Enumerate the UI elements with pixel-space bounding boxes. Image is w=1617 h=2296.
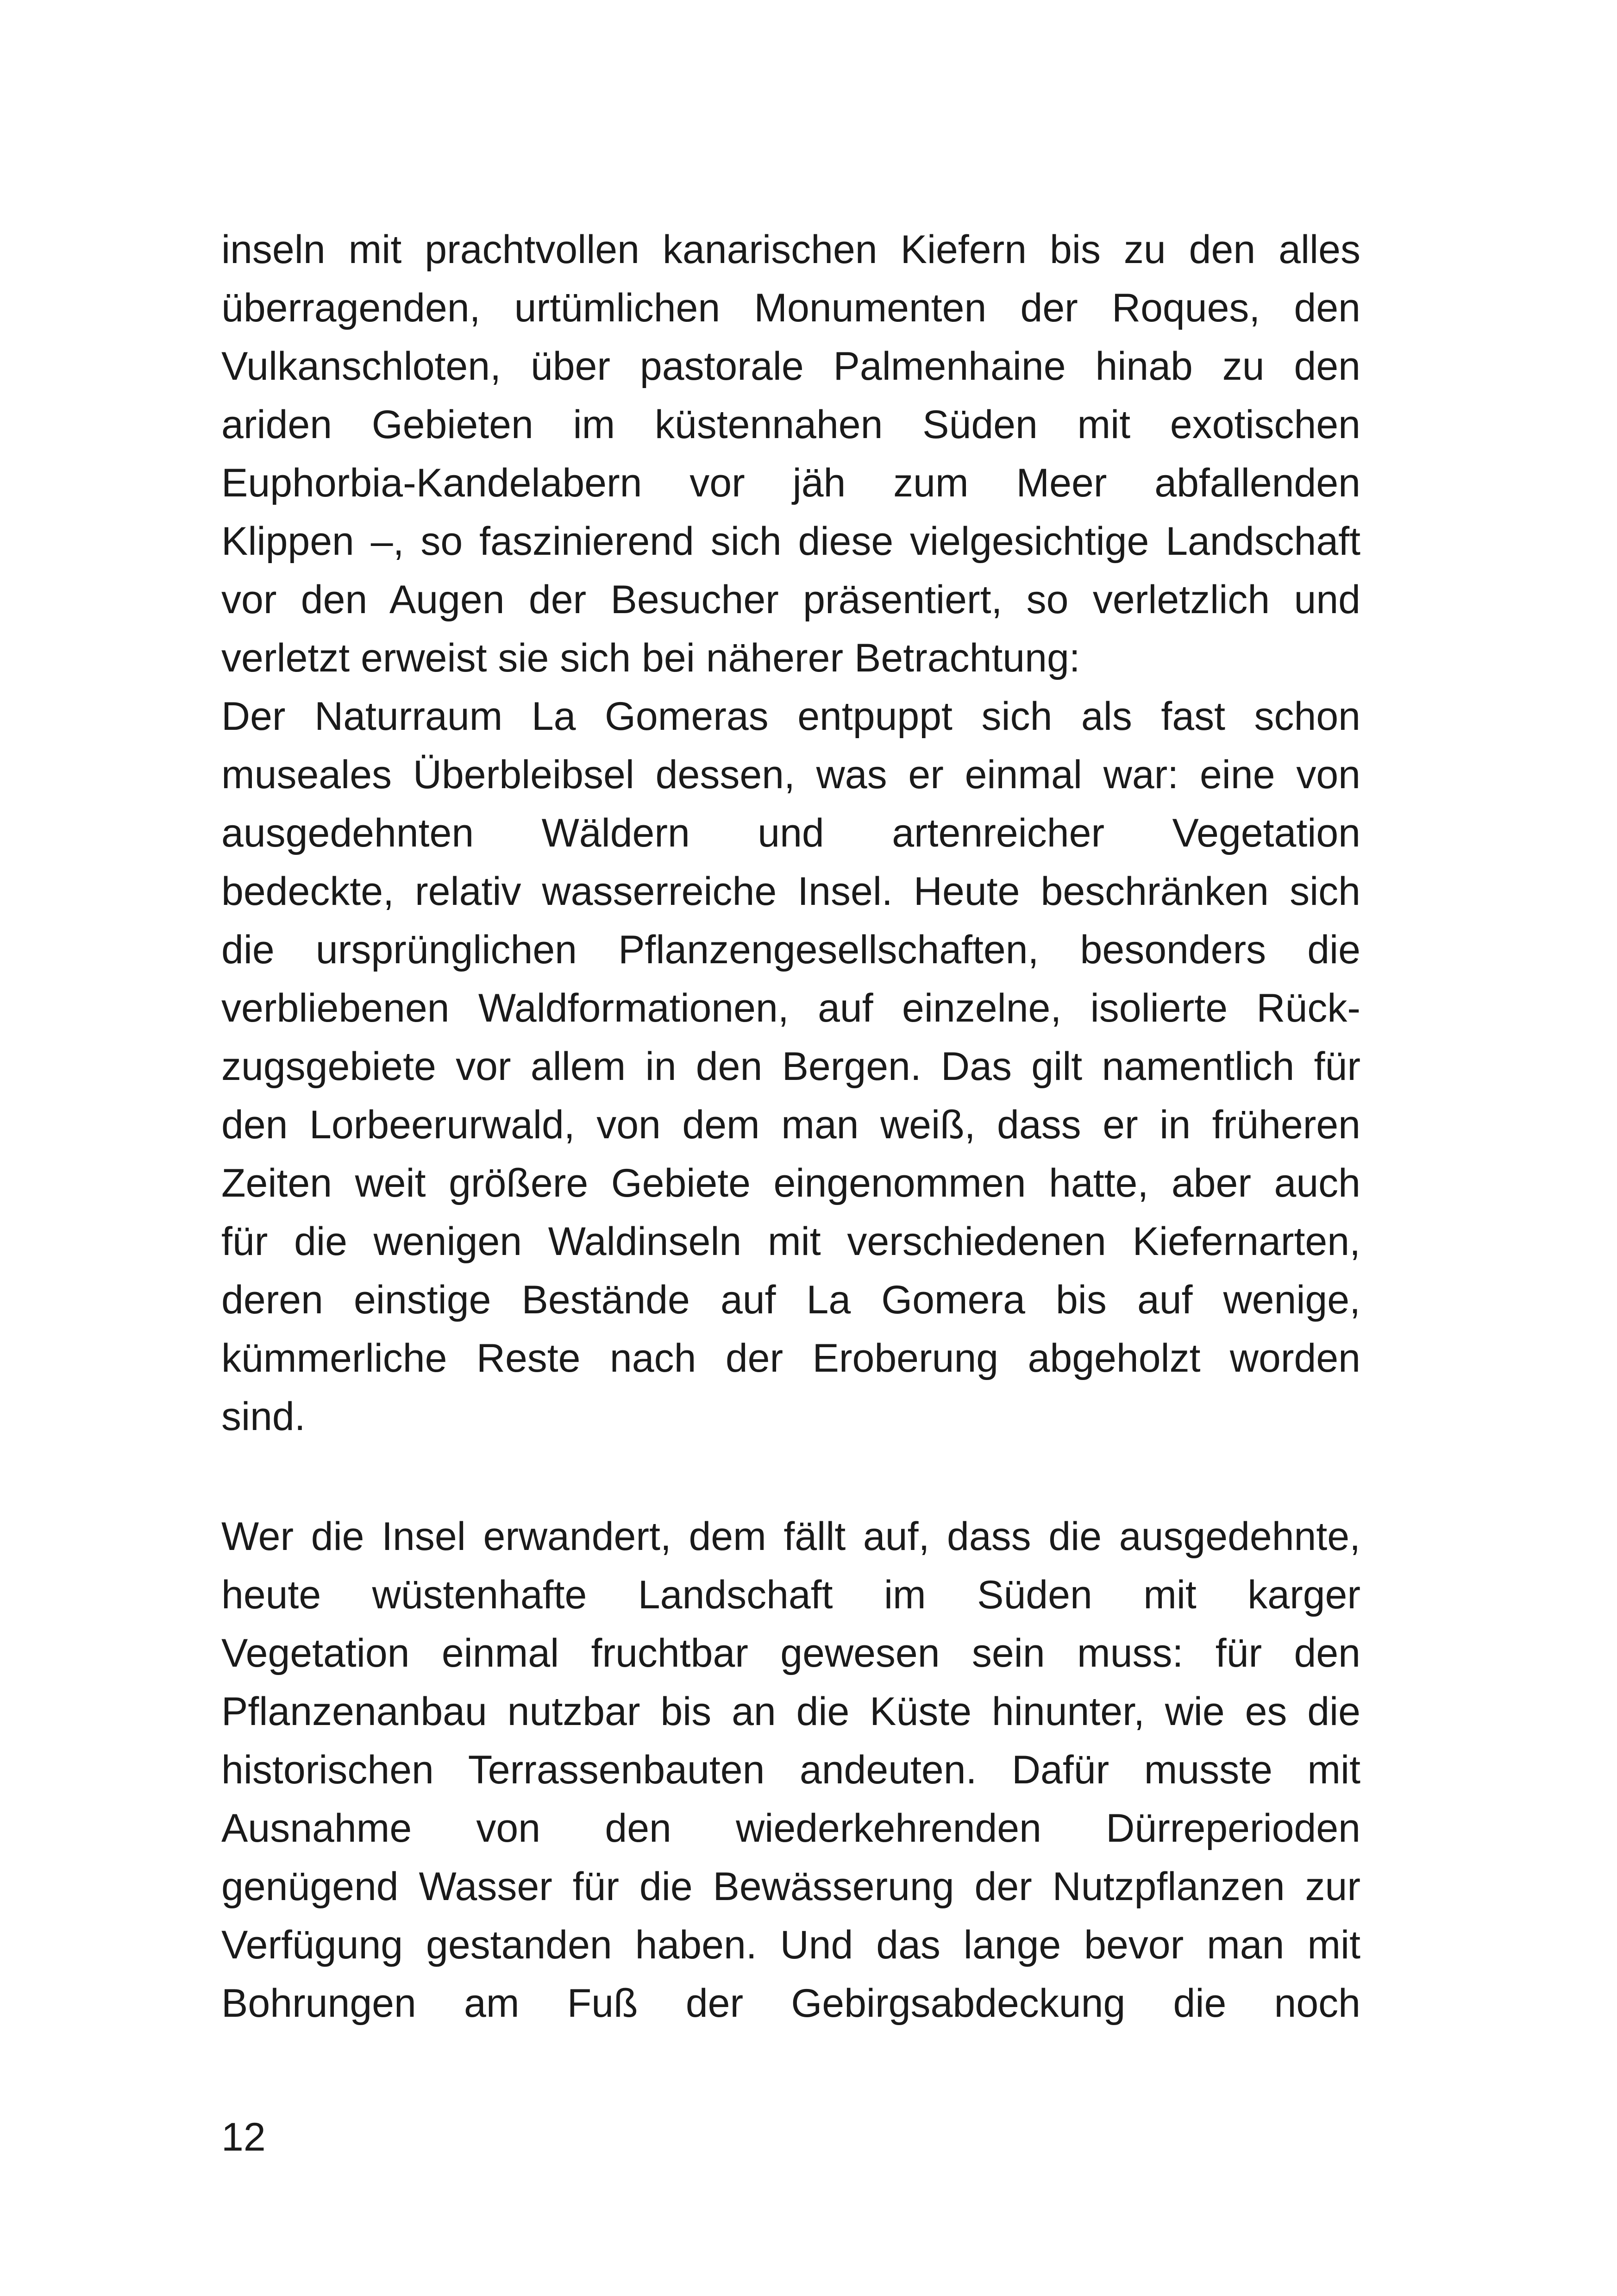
text-line: deren einstige Bestände auf La Gomera bis auf wenige, [221,1278,1360,1322]
text-line: Ausnahme von den wiederkehrenden Dürreperioden [221,1806,1360,1851]
text-line: genügend Wasser für die Bewässerung der Nutzpflanzen zur [221,1864,1360,1909]
text-line: Vulkanschloten, über pastorale Palmenhaine hinab zu den [221,344,1360,389]
text-line: Bohrungen am Fuß der Gebirgsabdeckung die noch [221,1981,1360,2026]
text-line: Zeiten weit größere Gebiete eingenommen hatte, aber auch [221,1161,1360,1205]
text-line: museales Überbleibsel dessen, was er einmal war: eine von [221,753,1360,797]
text-line: Pflanzenanbau nutzbar bis an die Küste hinunter, wie es die [221,1689,1360,1734]
text-line: historischen Terrassenbauten andeuten. Dafür musste mit [221,1748,1360,1792]
text-line: vor den Augen der Besucher präsentiert, so verletzlich und [221,577,1360,622]
text-line: zugsgebiete vor allem in den Bergen. Das gilt namentlich für [221,1044,1360,1089]
text-line: Klippen –, so faszinierend sich diese vielgesichtige Landschaft [221,519,1360,564]
text-line: Verfügung gestanden haben. Und das lange bevor man mit [221,1923,1360,1967]
paragraph-1 [221,220,1360,687]
text-line: verbliebenen Waldformationen, auf einzelne, isolierte Rück- [221,986,1360,1030]
text-line: bedeckte, relativ wasserreiche Insel. Heute beschränken sich [221,869,1360,914]
text-line: kümmerliche Reste nach der Eroberung abgeholzt worden [221,1336,1360,1380]
text-line: ariden Gebieten im küstennahen Süden mit exotischen [221,402,1360,447]
body-text-bottom [221,1507,1360,2033]
page-number: 12 [221,2115,266,2159]
text-line: Vegetation einmal fruchtbar gewesen sein muss: für den [221,1631,1360,1675]
paragraph-2 [221,687,1360,1446]
text-line: sind. [221,1394,306,1439]
text-line: Euphorbia-Kandelabern vor jäh zum Meer abfallenden [221,461,1360,505]
text-line: den Lorbeerurwald, von dem man weiß, dass er in früheren [221,1103,1360,1147]
body-text-top [221,220,1360,1446]
text-line: Der Naturraum La Gomeras entpuppt sich als fast schon [221,694,1360,739]
text-line: inseln mit prachtvollen kanarischen Kiefern bis zu den alles [221,227,1360,272]
text-line: ausgedehnten Wäldern und artenreicher Vegetation [221,811,1360,855]
text-line: überragenden, urtümlichen Monumenten der Roques, den [221,286,1360,330]
paragraph-3 [221,1507,1360,2033]
text-line: heute wüstenhafte Landschaft im Süden mit karger [221,1573,1360,1617]
text-line: verletzt erweist sie sich bei näherer Betrachtung: [221,636,1080,680]
text-line: die ursprünglichen Pflanzengesellschaften, besonders die [221,928,1360,972]
text-line: Wer die Insel erwandert, dem fällt auf, dass die ausgedehnte, [221,1514,1360,1559]
text-line: für die wenigen Waldinseln mit verschiedenen Kiefernarten, [221,1219,1360,1264]
